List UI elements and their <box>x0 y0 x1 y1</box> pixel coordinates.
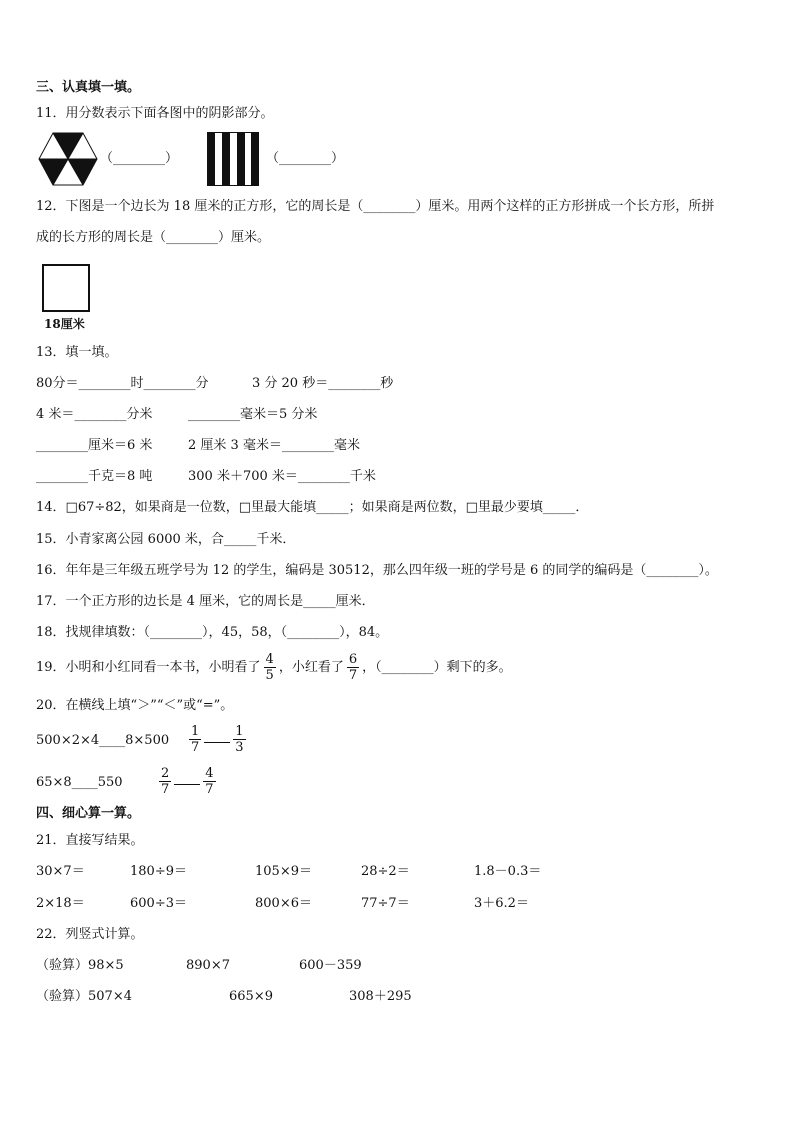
question-12-line-2: 成的长方形的周长是（________）厘米。 <box>36 230 271 245</box>
q22-problem: （验算）98×5 <box>36 958 124 973</box>
shaded-hexagon-figure <box>38 132 98 186</box>
q21-problem: 600÷3＝ <box>130 896 187 911</box>
q20-compare-b: $\frac{1}{7}$ $\frac{1}{3}$ <box>191 724 244 755</box>
square-side-caption: 18厘米 <box>44 317 85 331</box>
q19-fraction-2: $\frac{6}{7}$ <box>348 652 358 683</box>
q22-problem: 308＋295 <box>349 989 412 1004</box>
question-19 <box>36 648 512 688</box>
shaded-stripes-figure <box>207 132 259 186</box>
section-4-title: 四、细心算一算。 <box>36 806 141 821</box>
q19-fraction-1: $\frac{4}{5}$ <box>265 652 274 683</box>
question-12-line-1: 12．下图是一个边长为 18 厘米的正方形，它的周长是（________）厘米。用两个这样的正方形拼成一个长方形，所拼 <box>36 199 715 214</box>
question-11: 11．用分数表示下面各图中的阴影部分。 <box>36 106 274 121</box>
q13-item-3b: 2 厘米 3 毫米＝________毫米 <box>188 438 360 453</box>
q21-problem: 77÷7＝ <box>361 896 410 911</box>
question-16: 16．年年是三年级五班学号为 12 的学生，编码是 30512，那么四年级一班的学号是 6 的同学的编码是（________）。 <box>36 563 718 578</box>
q22-problem: 890×7 <box>186 958 230 973</box>
q21-problem: 30×7＝ <box>36 864 85 879</box>
q11-answer-blank-2[interactable]: （________） <box>266 151 345 166</box>
question-15: 15．小青家离公园 6000 米，合_____千米． <box>36 532 296 547</box>
q13-item-1b: 3 分 20 秒＝________秒 <box>252 376 394 391</box>
square-figure <box>42 264 90 312</box>
q21-problem: 800×6＝ <box>255 896 312 911</box>
q20-compare-a: 500×2×4____8×500 <box>36 733 170 748</box>
q13-item-2a: 4 米＝________分米 <box>36 407 153 422</box>
question-17: 17．一个正方形的边长是 4 厘米，它的周长是_____厘米． <box>36 594 375 609</box>
q13-item-2b: ________毫米＝5 分米 <box>188 407 318 422</box>
q21-problem: 180÷9＝ <box>130 864 187 879</box>
q21-problem: 3＋6.2＝ <box>474 896 529 911</box>
q21-problem: 28÷2＝ <box>361 864 410 879</box>
q19-text-pre: 19．小明和小红同看一本书，小明看了 <box>36 660 261 675</box>
q21-problem: 1.8－0.3＝ <box>474 864 542 879</box>
q22-problem: 600－359 <box>299 958 362 973</box>
q19-text-mid: ，小红看了 <box>278 660 344 675</box>
section-3-title: 三、认真填一填。 <box>36 80 141 95</box>
q22-problem: （验算）507×4 <box>36 989 132 1004</box>
q13-item-1a: 80分＝________时________分 <box>36 376 209 391</box>
q20-compare-d: $\frac{2}{7}$ $\frac{4}{7}$ <box>161 766 214 797</box>
question-22-title: 22．列竖式计算。 <box>36 927 144 942</box>
q13-item-4b: 300 米＋700 米＝________千米 <box>188 469 376 484</box>
q19-text-post: ，（________）剩下的多。 <box>362 660 512 675</box>
q22-problem: 665×9 <box>229 989 273 1004</box>
q11-answer-blank-1[interactable]: （________） <box>100 151 179 166</box>
question-13-title: 13．填一填。 <box>36 345 118 360</box>
question-20-title: 20．在横线上填“＞”“＜”或“=”。 <box>36 698 234 713</box>
question-18: 18．找规律填数：（________），45，58，（________），84。 <box>36 625 389 640</box>
q21-problem: 2×18＝ <box>36 896 85 911</box>
question-21-title: 21．直接写结果。 <box>36 833 144 848</box>
q21-problem: 105×9＝ <box>255 864 312 879</box>
q13-item-3a: ________厘米＝6 米 <box>36 438 153 453</box>
question-14: 14．□67÷82，如果商是一位数，□里最大能填_____；如果商是两位数，□里最少要填_____． <box>36 500 589 515</box>
q20-compare-c: 65×8____550 <box>36 775 123 790</box>
q13-item-4a: ________千克＝8 吨 <box>36 469 153 484</box>
